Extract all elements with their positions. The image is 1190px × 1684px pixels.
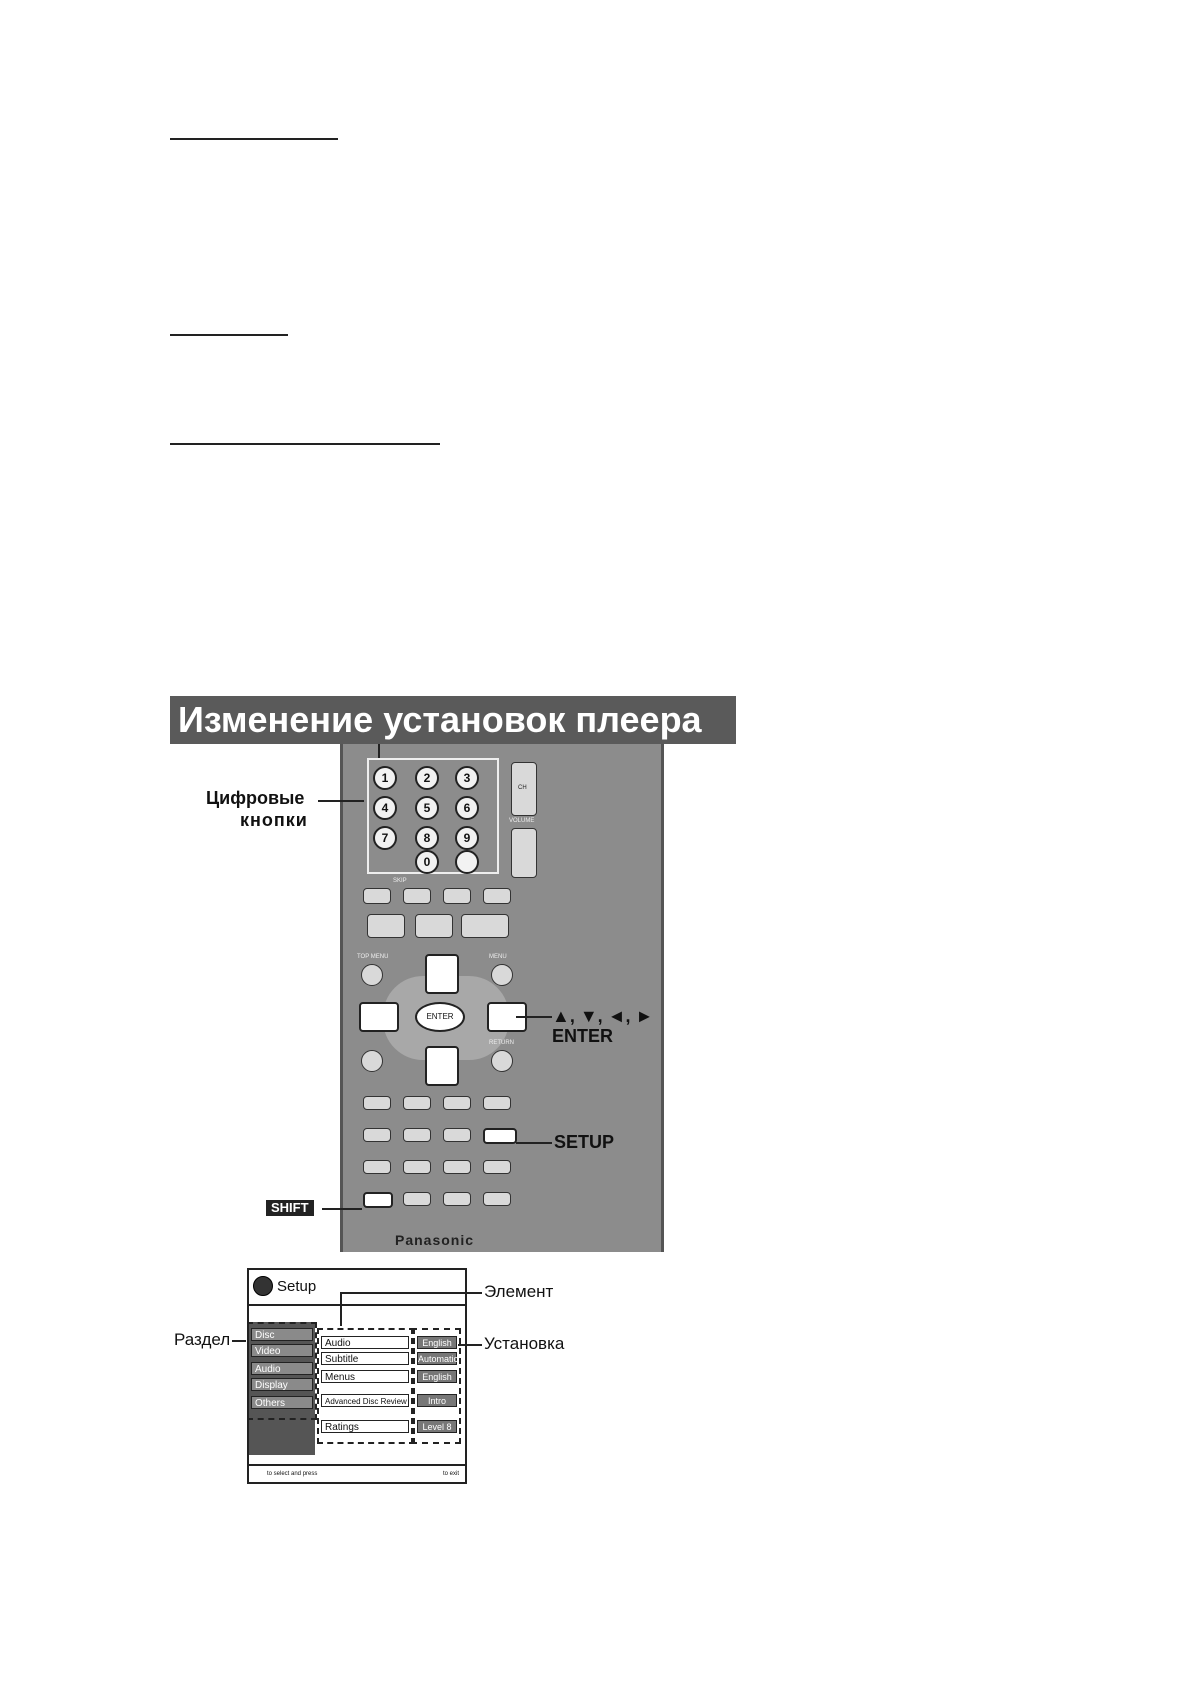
pause-button[interactable]	[415, 914, 453, 938]
page-heading: Изменение установок плеера	[170, 696, 736, 744]
key-5[interactable]: 5	[415, 796, 439, 820]
volume-label: VOLUME	[509, 818, 535, 824]
section-item-disc[interactable]: Disc	[251, 1328, 313, 1341]
key-2[interactable]: 2	[415, 766, 439, 790]
func-button-r3c4[interactable]	[483, 1160, 511, 1174]
func-button-r2c3[interactable]	[443, 1128, 471, 1142]
func-button-r3c1[interactable]	[363, 1160, 391, 1174]
section-rule-2	[170, 334, 288, 336]
setup-screen	[247, 1268, 467, 1484]
setup-title-bar	[249, 1270, 465, 1306]
element-item-ratings[interactable]: Ratings	[321, 1420, 409, 1433]
element-highlight	[317, 1328, 415, 1444]
key-0[interactable]: 0	[415, 850, 439, 874]
section-rule-3	[170, 443, 440, 445]
skip-forward-button[interactable]	[403, 888, 431, 904]
setup-lead	[516, 1142, 552, 1144]
key-1[interactable]: 1	[373, 766, 397, 790]
setting-lead	[458, 1344, 482, 1346]
search-back-button[interactable]	[443, 888, 471, 904]
numeric-buttons-lead	[318, 800, 364, 802]
func-button-r1c3[interactable]	[443, 1096, 471, 1110]
func-button-r3c2[interactable]	[403, 1160, 431, 1174]
numeric-buttons-label-1: Цифровые	[206, 788, 305, 808]
key-9[interactable]: 9	[455, 826, 479, 850]
section-rule-1	[170, 138, 338, 140]
element-label: Элемент	[484, 1282, 554, 1301]
setup-button[interactable]	[483, 1128, 517, 1144]
footer-right-text: to exit	[442, 1471, 459, 1477]
setup-icon	[253, 1276, 273, 1296]
volume-rocker[interactable]	[511, 828, 537, 878]
key-3[interactable]: 3	[455, 766, 479, 790]
section-lead	[232, 1340, 246, 1342]
footer-left-text: to select and press	[267, 1471, 318, 1477]
shift-label-text: SHIFT	[271, 1200, 309, 1215]
func-button-r1c4[interactable]	[483, 1096, 511, 1110]
value-item-subtitle[interactable]: Automatic	[418, 1354, 459, 1364]
func-button-r4c2[interactable]	[403, 1192, 431, 1206]
section-item-others[interactable]: Others	[251, 1396, 313, 1409]
section-highlight	[247, 1322, 317, 1420]
arrows-label: ▲, ▼, ◄, ►	[552, 1006, 654, 1026]
stop-button[interactable]	[367, 914, 405, 938]
element-lead-v	[340, 1292, 342, 1326]
func-button-r2c1[interactable]	[363, 1128, 391, 1142]
element-item-menus[interactable]: Menus	[321, 1370, 409, 1383]
channel-rocker[interactable]	[511, 762, 537, 816]
enter-key-label: ENTER	[426, 1012, 454, 1021]
setting-highlight	[411, 1328, 461, 1444]
cursor-down-button[interactable]	[425, 1046, 459, 1086]
numeric-buttons-label-2: кнопки	[240, 810, 308, 830]
top-menu-label: TOP MENU	[357, 954, 389, 960]
cursor-up-button[interactable]	[425, 954, 459, 994]
key-plus10[interactable]	[455, 850, 479, 874]
shift-button[interactable]	[363, 1192, 393, 1208]
function-button[interactable]	[361, 1050, 383, 1072]
menu-button[interactable]	[491, 964, 513, 986]
section-label: Раздел	[174, 1330, 231, 1349]
section-item-audio[interactable]: Audio	[251, 1362, 313, 1375]
section-item-video[interactable]: Video	[251, 1344, 313, 1357]
element-item-subtitle[interactable]: Subtitle	[321, 1352, 409, 1365]
func-button-r3c3[interactable]	[443, 1160, 471, 1174]
value-item-advanced-disc-review[interactable]: Intro Mode	[417, 1394, 457, 1407]
menu-label: MENU	[489, 954, 507, 960]
key-8[interactable]: 8	[415, 826, 439, 850]
func-button-r1c2[interactable]	[403, 1096, 431, 1110]
element-item-advanced-disc-review[interactable]: Advanced Disc Review	[321, 1394, 409, 1407]
shift-label	[266, 1200, 314, 1216]
element-item-audio[interactable]: Audio	[321, 1336, 409, 1349]
func-button-r1c1[interactable]	[363, 1096, 391, 1110]
setup-label: SETUP	[554, 1132, 615, 1152]
skip-back-button[interactable]	[363, 888, 391, 904]
key-7[interactable]: 7	[373, 826, 397, 850]
keypad-top-lead	[378, 744, 380, 758]
top-menu-button[interactable]	[361, 964, 383, 986]
remote-control-illustration	[340, 744, 664, 1252]
setup-footer	[249, 1464, 465, 1482]
return-label: RETURN	[489, 1040, 514, 1046]
search-forward-button[interactable]	[483, 888, 511, 904]
setting-label: Установка	[484, 1334, 565, 1353]
func-button-r4c4[interactable]	[483, 1192, 511, 1206]
ch-label: CH	[518, 785, 527, 791]
func-button-r4c3[interactable]	[443, 1192, 471, 1206]
cursor-left-button[interactable]	[359, 1002, 399, 1032]
enter-label: ENTER	[552, 1026, 614, 1046]
shift-lead	[322, 1208, 362, 1210]
brand-logo: Panasonic	[395, 1232, 475, 1248]
enter-button[interactable]	[415, 1002, 465, 1032]
return-button[interactable]	[491, 1050, 513, 1072]
key-4[interactable]: 4	[373, 796, 397, 820]
play-button[interactable]	[461, 914, 509, 938]
value-item-audio[interactable]: English	[417, 1336, 457, 1349]
key-6[interactable]: 6	[455, 796, 479, 820]
section-item-display[interactable]: Display	[251, 1378, 313, 1391]
arrows-lead	[516, 1016, 552, 1018]
value-item-ratings[interactable]: Level 8	[417, 1420, 457, 1433]
setup-title: Setup	[277, 1278, 317, 1295]
skip-label: SKIP	[393, 878, 407, 884]
func-button-r2c2[interactable]	[403, 1128, 431, 1142]
value-item-menus[interactable]: English	[417, 1370, 457, 1383]
element-lead-h	[340, 1292, 482, 1294]
